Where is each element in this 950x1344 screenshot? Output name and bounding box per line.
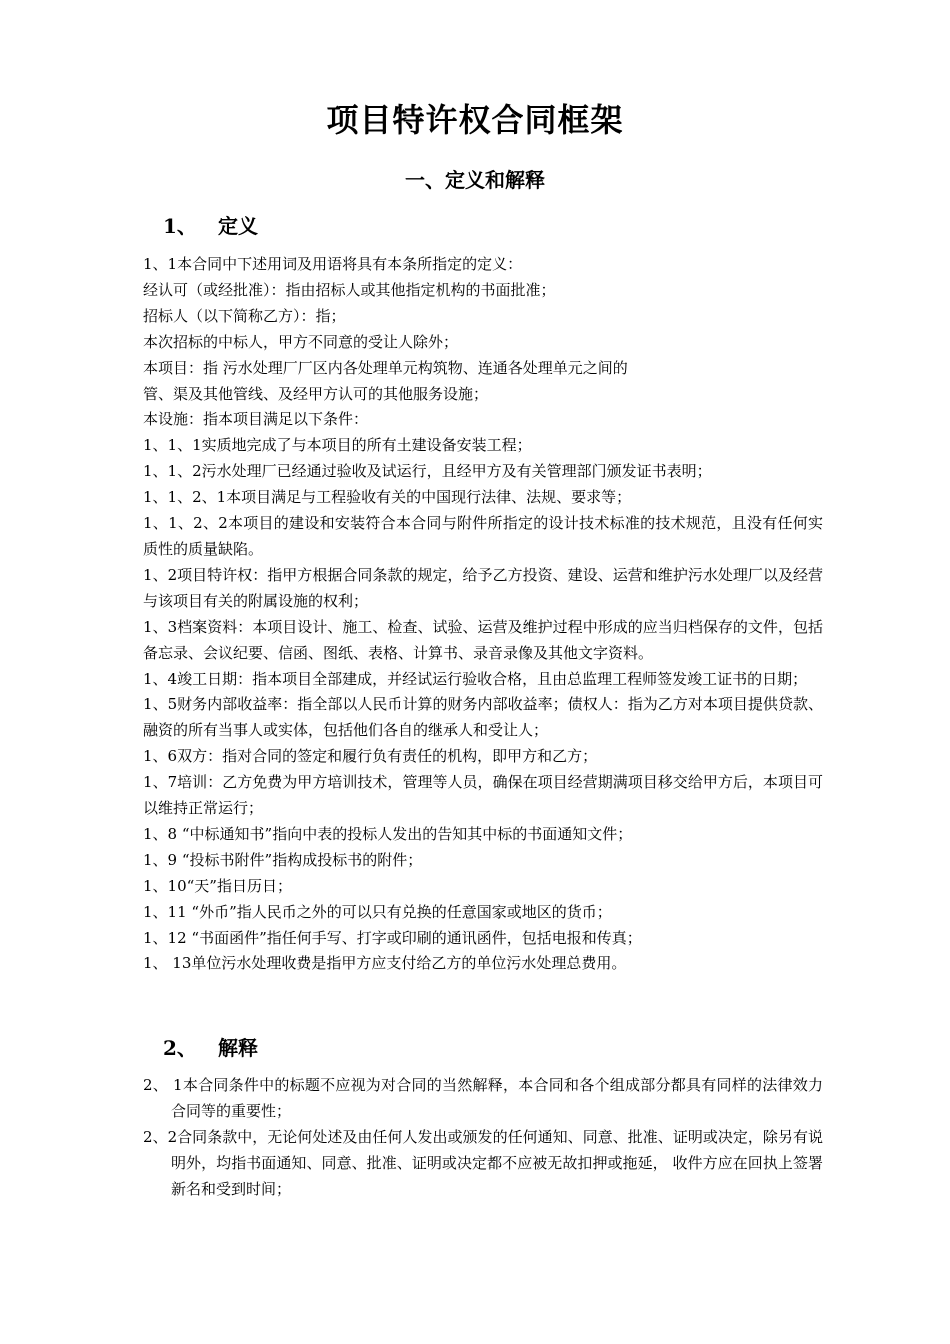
paragraph: 管、渠及其他管线、及经甲方认可的其他服务设施； bbox=[143, 384, 489, 403]
subheading-number: 1、 bbox=[163, 214, 197, 238]
subheading-definitions bbox=[163, 210, 258, 242]
interpretation-block bbox=[143, 1073, 823, 1203]
paragraph: 2、2合同条款中，无论何处述及由任何人发出或颁发的任何通知、同意、批准、证明或决定，除另有说明外，均指书面通知、同意、批准、证明或决定都不应被无故扣押或拖延， 收件方应在回执上签署新名和受到时间； bbox=[143, 1127, 823, 1198]
paragraph: 1、9 “投标书附件”指构成投标书的附件； bbox=[143, 850, 423, 869]
paragraph: 1、10“天”指日历日； bbox=[143, 876, 292, 895]
paragraph: 1、7培训：乙方免费为甲方培训技术，管理等人员，确保在项目经营期满项目移交给甲方后，本项目可以维持正常运行； bbox=[143, 773, 823, 818]
subheading-label: 定义 bbox=[218, 214, 258, 238]
subheading-label: 解释 bbox=[218, 1036, 258, 1060]
paragraph: 1、3档案资料：本项目设计、施工、检查、试验、运营及维护过程中形成的应当归档保存的文件，包括备忘录、会议纪要、信函、图纸、表格、计算书、录音录像及其他文字资料。 bbox=[143, 617, 823, 662]
paragraph: 1、4竣工日期：指本项目全部建成，并经试运行验收合格，且由总监理工程师签发竣工证书的日期； bbox=[143, 669, 808, 688]
paragraph: 招标人（以下简称乙方）：指； bbox=[143, 306, 346, 325]
paragraph: 本次招标的中标人，甲方不同意的受让人除外； bbox=[143, 332, 459, 351]
paragraph: 1、5财务内部收益率：指全部以人民币计算的财务内部收益率；债权人：指为乙方对本项目提供贷款、融资的所有当事人或实体，包括他们各自的继承人和受让人； bbox=[143, 695, 823, 740]
subheading-interpretation bbox=[163, 1032, 258, 1064]
definitions-block bbox=[143, 252, 823, 977]
paragraph: 本项目：指 污水处理厂厂区内各处理单元构筑物、连通各处理单元之间的 bbox=[143, 358, 628, 377]
paragraph: 1、1、2污水处理厂已经通过验收及试运行，且经甲方及有关管理部门颁发证书表明； bbox=[143, 462, 712, 481]
subheading-number: 2、 bbox=[163, 1036, 197, 1060]
document-title: 项目特许权合同框架 bbox=[326, 101, 624, 139]
section-heading: 一、定义和解释 bbox=[405, 168, 545, 192]
paragraph: 1、11 “外币”指人民币之外的可以只有兑换的任意国家或地区的货币； bbox=[143, 902, 612, 921]
paragraph: 1、6双方：指对合同的签定和履行负有责任的机构，即甲方和乙方； bbox=[143, 747, 598, 766]
paragraph: 1、1、1实质地完成了与本项目的所有土建设备安装工程； bbox=[143, 436, 532, 455]
paragraph: 1、 13单位污水处理收费是指甲方应支付给乙方的单位污水处理总费用。 bbox=[143, 954, 627, 973]
paragraph: 2、 1本合同条件中的标题不应视为对合同的当然解释，本合同和各个组成部分都具有同样的法律效力合同等的重要性； bbox=[143, 1076, 823, 1120]
paragraph: 1、1、2、2本项目的建设和安装符合本合同与附件所指定的设计技术标准的技术规范，且没有任何实质性的质量缺陷。 bbox=[143, 514, 823, 558]
paragraph: 1、8 “中标通知书”指向中表的投标人发出的告知其中标的书面通知文件； bbox=[143, 824, 633, 843]
paragraph: 1、2项目特许权：指甲方根据合同条款的规定，给予乙方投资、建设、运营和维护污水处理厂以及经营与该项目有关的附属设施的权利； bbox=[143, 565, 823, 610]
paragraph: 1、1本合同中下述用词及用语将具有本条所指定的定义： bbox=[143, 255, 523, 273]
paragraph: 经认可（或经批准）：指由招标人或其他指定机构的书面批准； bbox=[143, 280, 556, 299]
paragraph: 本设施：指本项目满足以下条件： bbox=[143, 410, 369, 429]
paragraph: 1、12 “书面函件”指任何手写、打字或印刷的通讯函件，包括电报和传真； bbox=[143, 928, 642, 947]
paragraph: 1、1、2、1本项目满足与工程验收有关的中国现行法律、法规、要求等； bbox=[143, 488, 632, 507]
